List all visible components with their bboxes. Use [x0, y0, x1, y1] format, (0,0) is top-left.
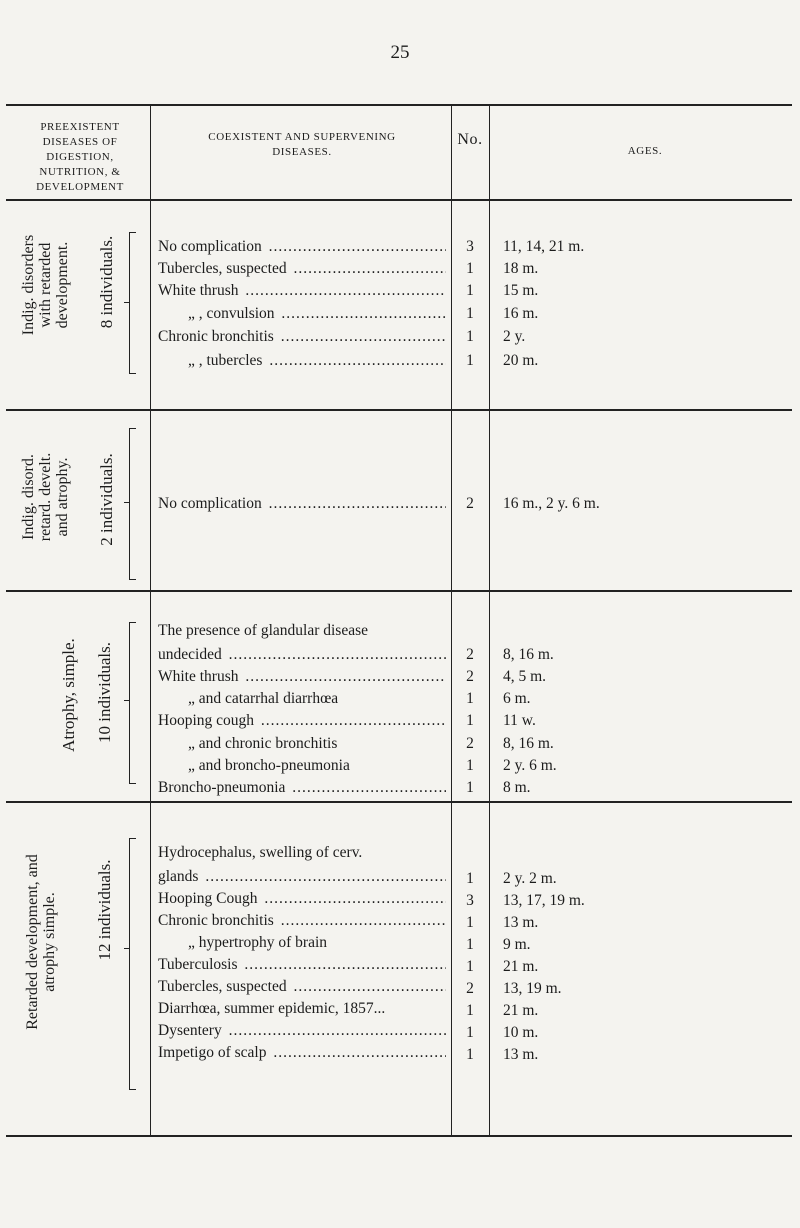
table-row: Hooping Cough .....: [158, 888, 446, 910]
table-top-rule: [6, 104, 792, 106]
group4-individuals: 12 individuals.: [95, 859, 114, 961]
group4-brace: [129, 838, 136, 1090]
table-row: Dysentery .....: [158, 1020, 446, 1042]
group1-condition: Indig. disorders with retarded development.: [20, 234, 71, 336]
page-number: 25: [390, 42, 410, 63]
row-count: 2: [466, 735, 474, 752]
row-ages: 21 m.: [503, 1002, 539, 1019]
table-row: Impetigo of scalp .....: [158, 1042, 446, 1064]
row-count: 2: [466, 668, 474, 685]
table-row: White thrush .....: [158, 280, 446, 302]
row-ages: 2 y. 2 m.: [503, 870, 557, 887]
table-row: „ and catarrhal diarrhœa: [188, 690, 339, 707]
header-no: No.: [457, 131, 483, 148]
table-row: Broncho-pneumonia .....: [158, 777, 446, 799]
group3-individuals: 10 individuals.: [95, 641, 114, 744]
row-count: 1: [466, 1002, 474, 1019]
table-row: Hooping cough .....: [158, 710, 446, 732]
group3-bottom-rule: [6, 801, 792, 803]
col-divider-1: [150, 104, 151, 1135]
row-count: 1: [466, 779, 474, 796]
row-ages: 13, 19 m.: [503, 980, 562, 997]
row-count: 1: [466, 1024, 474, 1041]
row-count: 1: [466, 328, 474, 345]
table-row: „ , convulsion .....: [158, 303, 446, 325]
row-count: 2: [466, 980, 474, 997]
table-row: No complication .....: [158, 236, 446, 258]
table-row: undecided .....: [158, 644, 446, 666]
table-row: „ hypertrophy of brain: [188, 934, 328, 951]
group1-bottom-rule: [6, 409, 792, 411]
row-ages: 13 m.: [503, 1046, 539, 1063]
row-ages: 21 m.: [503, 958, 539, 975]
row-count: 1: [466, 282, 474, 299]
group3-brace-point: [124, 700, 129, 701]
table-row: „ and chronic bronchitis: [188, 735, 338, 752]
row-count: 1: [466, 757, 474, 774]
group2-brace-point: [124, 502, 129, 503]
row-ages: 11, 14, 21 m.: [503, 238, 585, 255]
table-row: Chronic bronchitis .....: [158, 326, 446, 348]
header-bottom-rule: [6, 199, 792, 201]
group2-bottom-rule: [6, 590, 792, 592]
row-ages: 20 m.: [503, 352, 539, 369]
group1-individuals: 8 individuals.: [97, 235, 116, 329]
row-ages: 13 m.: [503, 914, 539, 931]
header-coexistent: COEXISTENT AND SUPERVENING DISEASES.: [208, 131, 396, 158]
table-row: The presence of glandular disease: [158, 622, 369, 639]
row-count: 1: [466, 1046, 474, 1063]
group2-brace: [129, 428, 136, 580]
row-ages: 16 m.: [503, 305, 539, 322]
table-row: Chronic bronchitis .....: [158, 910, 446, 932]
row-count: 1: [466, 690, 474, 707]
row-ages: 9 m.: [503, 936, 531, 953]
group1-brace: [129, 232, 136, 374]
row-count: 1: [466, 260, 474, 277]
row-ages: 18 m.: [503, 260, 539, 277]
table-row: „ , tubercles .....: [158, 350, 446, 372]
group3-condition: Atrophy, simple.: [59, 638, 78, 752]
table-bottom-rule: [6, 1135, 792, 1137]
table-row: „ and broncho-pneumonia: [188, 757, 350, 774]
row-count: 1: [466, 958, 474, 975]
col-divider-3: [489, 104, 490, 1135]
row-ages: 8 m.: [503, 779, 531, 796]
row-ages: 15 m.: [503, 282, 539, 299]
row-count: 2: [466, 495, 474, 512]
group4-brace-point: [124, 948, 129, 949]
row-ages: 10 m.: [503, 1024, 539, 1041]
header-ages: AGES.: [627, 145, 663, 157]
row-ages: 2 y. 6 m.: [503, 757, 557, 774]
row-count: 3: [466, 238, 474, 255]
table-row: White thrush .....: [158, 666, 446, 688]
group2-individuals: 2 individuals.: [97, 453, 116, 546]
row-count: 1: [466, 352, 474, 369]
group4-condition: Retarded development, and atrophy simple.: [24, 854, 58, 1030]
table-row: Hydrocephalus, swelling of cerv.: [158, 844, 363, 861]
row-count: 2: [466, 646, 474, 663]
group2-condition: Indig. disord. retard. develt. and atrophy.: [20, 452, 71, 542]
row-ages: 8, 16 m.: [503, 735, 554, 752]
table-row: Diarrhœa, summer epidemic, 1857...: [158, 1000, 386, 1017]
table-row: No complication .....: [158, 493, 446, 515]
row-count: 1: [466, 305, 474, 322]
row-count: 3: [466, 892, 474, 909]
row-count: 1: [466, 936, 474, 953]
row-ages: 11 w.: [503, 712, 536, 729]
row-ages: 8, 16 m.: [503, 646, 554, 663]
row-ages: 2 y.: [503, 328, 526, 345]
row-ages: 13, 17, 19 m.: [503, 892, 585, 909]
row-ages: 6 m.: [503, 690, 531, 707]
table-row: Tubercles, suspected .....: [158, 258, 446, 280]
row-ages: 16 m., 2 y. 6 m.: [503, 495, 600, 512]
table-row: Tubercles, suspected .....: [158, 976, 446, 998]
header-preexisting: PREEXISTENT DISEASES OF DIGESTION, NUTRITION, & DEVELOPMENT: [36, 121, 124, 193]
group3-brace: [129, 622, 136, 784]
table-row: glands .....: [158, 866, 446, 888]
row-ages: 4, 5 m.: [503, 668, 547, 685]
row-count: 1: [466, 712, 474, 729]
row-count: 1: [466, 870, 474, 887]
table-row: Tuberculosis .....: [158, 954, 446, 976]
group1-brace-point: [124, 302, 129, 303]
row-count: 1: [466, 914, 474, 931]
